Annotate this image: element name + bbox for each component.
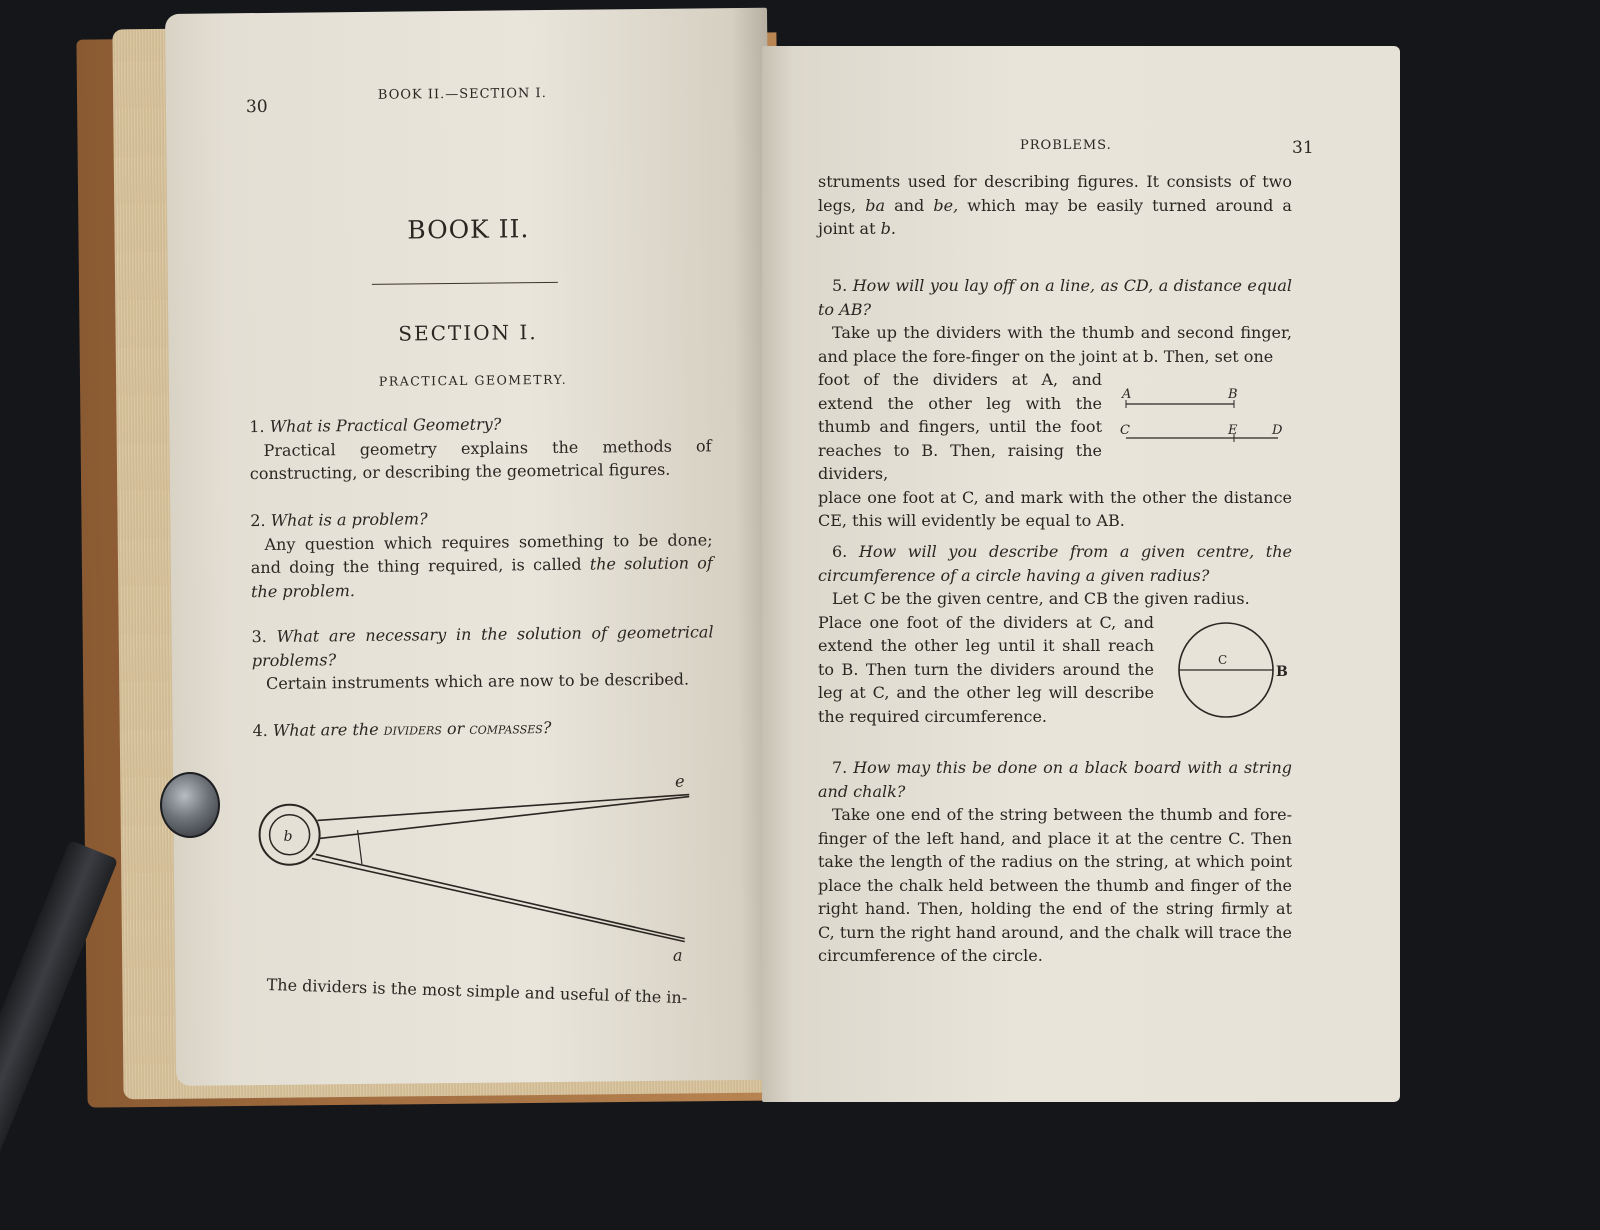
book-title: BOOK II. bbox=[407, 214, 530, 245]
q6-question: How will you describe from a given centre, the circumference of a circle having a given radius? bbox=[818, 542, 1292, 585]
cont-text-b: which may be easily turned around a joint at bbox=[818, 195, 1292, 238]
circle-label-c: C bbox=[1218, 653, 1228, 667]
page-clip-knob bbox=[160, 772, 220, 838]
figure-label-b: b bbox=[283, 828, 293, 845]
q5-question: How will you lay off on a line, as CD, a distance equal to AB? bbox=[818, 276, 1293, 319]
page-number-left: 30 bbox=[245, 96, 268, 118]
dividers-figure bbox=[253, 768, 715, 973]
cont-text-a: struments used for describing figures. It consists of two legs, bbox=[818, 172, 1292, 215]
dividers-brace bbox=[358, 830, 362, 864]
left-page bbox=[165, 8, 778, 1086]
q6-answer-2: Place one foot of the dividers at C, and extend the other leg until it shall reach to B. Then turn the dividers around the leg at C, and the other leg will describe the required circumference. bbox=[818, 612, 1154, 726]
q1-question: What is Practical Geometry? bbox=[269, 414, 502, 436]
label-d: D bbox=[1272, 423, 1283, 438]
dividers-leg-e-top bbox=[317, 795, 689, 821]
q3-answer: Certain instruments which are now to be described. bbox=[265, 669, 690, 693]
label-c: C bbox=[1120, 423, 1130, 438]
q2-question: What is a problem? bbox=[270, 509, 428, 530]
q4-question-end: ? bbox=[542, 717, 552, 738]
q4-dividers: dividers bbox=[383, 719, 442, 739]
q7-question: How may this be done on a black board with a string and chalk? bbox=[818, 758, 1292, 801]
question-4 bbox=[252, 714, 714, 742]
line-segment-figure bbox=[1114, 384, 1294, 448]
title-rule bbox=[372, 282, 558, 285]
q7-answer: Take one end of the string between the thumb and fore-finger of the left hand, and place it at the centre C. Then take the length of the radius on the string, at which point place the chalk held between the thumb and finger of the right hand. Then, holding the end of the string firmly at C, turn the right hand around, and the chalk will trace the circumference of the circle. bbox=[818, 805, 1292, 965]
question-7 bbox=[818, 756, 1292, 968]
page-number-right: 31 bbox=[1292, 138, 1314, 158]
q5-answer-2: foot of the dividers at A, and extend the other leg with the thumb and fingers, until the foot reaches to B. Then, raising the dividers, bbox=[818, 370, 1102, 483]
continued-paragraph bbox=[818, 170, 1292, 241]
cont-and: and bbox=[894, 195, 925, 215]
q2-answer-italic: the solution of the problem. bbox=[250, 553, 713, 601]
q4-compasses: compasses bbox=[469, 718, 543, 738]
label-e: E bbox=[1228, 423, 1238, 438]
circle-label-b: B bbox=[1276, 664, 1288, 680]
q2-answer: Any question which requires something to be done; and doing the thing required, is called bbox=[250, 529, 713, 578]
figure-label-a: a bbox=[672, 945, 683, 965]
q4-number: 4. bbox=[252, 720, 268, 741]
circle-figure bbox=[1170, 618, 1296, 722]
q6-answer-1: Let C be the given centre, and CB the given radius. bbox=[832, 589, 1250, 608]
cont-joint-b: b. bbox=[880, 219, 896, 238]
q1-number: 1. bbox=[249, 416, 265, 437]
label-b: B bbox=[1228, 387, 1238, 402]
running-head-right: PROBLEMS. bbox=[1020, 138, 1112, 153]
q6-number: 6. bbox=[832, 542, 848, 561]
running-head-left: BOOK II.—SECTION I. bbox=[377, 86, 547, 103]
question-1 bbox=[249, 410, 712, 485]
dividers-leg-a-bottom bbox=[312, 855, 685, 946]
section-subhead: PRACTICAL GEOMETRY. bbox=[378, 371, 568, 389]
left-page-bottom-line: The dividers is the most simple and useful of the in- bbox=[266, 974, 688, 1008]
q5-answer-3: place one foot at C, and mark with the other the distance CE, this will evidently be equal to AB. bbox=[818, 487, 1292, 530]
q4-question-a: What are the bbox=[272, 719, 379, 740]
q7-number: 7. bbox=[832, 758, 848, 777]
label-a: A bbox=[1122, 387, 1132, 402]
question-3 bbox=[251, 620, 714, 695]
q5-number: 5. bbox=[832, 276, 848, 295]
section-title: SECTION I. bbox=[398, 320, 538, 346]
q3-number: 3. bbox=[251, 626, 267, 647]
right-page bbox=[762, 46, 1400, 1102]
q3-question: What are necessary in the solution of geometrical problems? bbox=[251, 622, 714, 670]
cont-leg-ba: ba bbox=[865, 195, 886, 215]
q1-answer: Practical geometry explains the methods of constructing, or describing the geometrical figures. bbox=[249, 435, 712, 484]
q2-number: 2. bbox=[250, 510, 266, 531]
q5-answer-1: Take up the dividers with the thumb and second finger, and place the fore-finger on the joint at b. Then, set one bbox=[818, 323, 1292, 366]
dividers-leg-e-bottom bbox=[319, 797, 689, 839]
q4-or: or bbox=[446, 718, 465, 739]
cont-leg-be: be, bbox=[933, 195, 959, 215]
figure-label-e: e bbox=[674, 771, 685, 791]
question-2 bbox=[250, 504, 713, 603]
